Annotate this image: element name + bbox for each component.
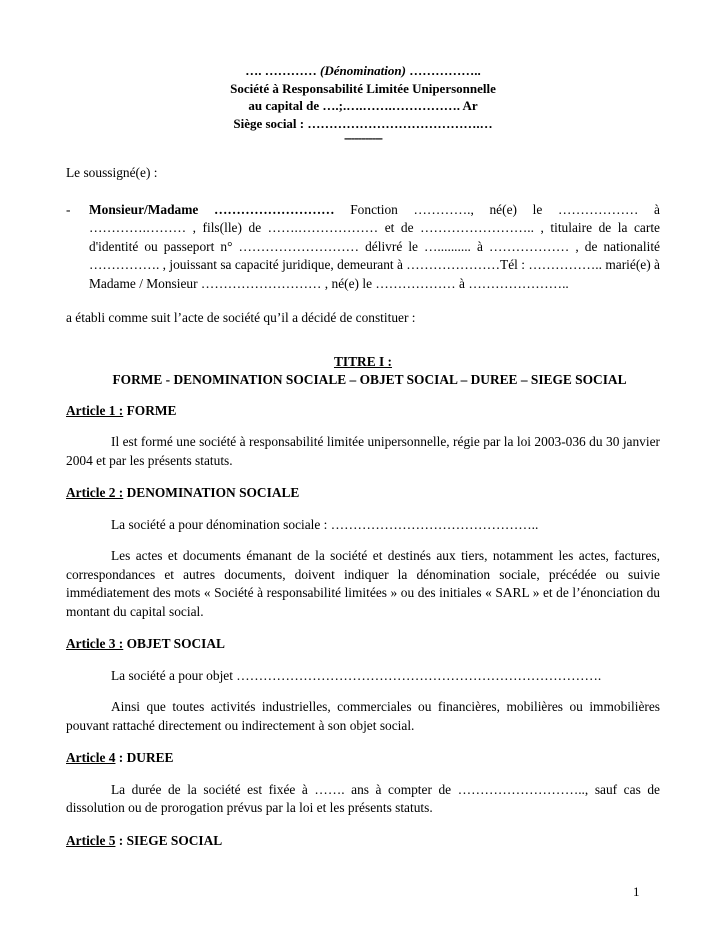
article-heading	[66, 832, 660, 851]
article-number: Article 4	[66, 750, 116, 765]
intro-text: Le soussigné(e) :	[66, 165, 158, 180]
party-details-text: Fonction …………., né(e) le ……………… à ………….……… , fils(lle) de …….……………… et de …………………….. , titulaire de la carte d'identité ou passeport n° ……………………… délivré le ….......... à ……………… , de nationalité ……………. , jouissant sa capacité juridique, demeurant à …………………Tél : …………….. marié(e) à Madame / Monsieur ……………………… , né(e) le ……………… à …………………..	[89, 201, 660, 291]
article-paragraph: La société a pour objet ……………………………………………………………………….	[111, 667, 602, 683]
name-placeholder-right: ……………..	[405, 63, 481, 78]
company-name-line	[66, 62, 660, 80]
denomination-label: (Dénomination)	[320, 63, 406, 78]
article-title: DENOMINATION SOCIALE	[123, 485, 300, 500]
article-paragraph: La société a pour dénomination sociale : ………………………………………..	[111, 516, 539, 532]
title-label: TITRE I :	[333, 353, 393, 369]
page-number: 1	[633, 884, 640, 899]
article-number: Article 2 :	[66, 485, 124, 500]
article-heading	[66, 484, 660, 503]
article-heading	[66, 749, 660, 768]
article-paragraph: Ainsi que toutes activités industrielles, commerciales ou financières, mobilières ou immobilières pouvant rattaché directement ou indirectement à son objet social.	[66, 699, 660, 733]
article-heading	[66, 402, 660, 421]
established-text: a établi comme suit l’acte de société qu’il a décidé de constituer :	[66, 310, 416, 325]
article-number: Article 1 :	[66, 402, 124, 418]
capital-line: au capital de ….;.….…….……………. Ar	[248, 98, 478, 113]
name-placeholder-left: …. …………	[245, 63, 321, 78]
document-header	[66, 62, 660, 143]
article-heading	[66, 635, 660, 654]
article-title: FORME	[123, 402, 177, 418]
party-name-label: Monsieur/Madame ………………………	[89, 201, 335, 217]
party-list-item	[66, 201, 660, 294]
article-paragraph: Il est formé une société à responsabilité limitée unipersonnelle, régie par la loi 2003-036 du 30 janvier 2004 et par les présents statuts.	[66, 434, 660, 468]
article-title: : DUREE	[115, 750, 174, 765]
title-heading: FORME - DENOMINATION SOCIALE – OBJET SOCIAL – DUREE – SIEGE SOCIAL	[112, 372, 627, 387]
header-rule: -----------	[343, 130, 383, 145]
list-dash: -	[66, 201, 71, 217]
article-number: Article 3 :	[66, 636, 124, 651]
article-title: OBJET SOCIAL	[123, 636, 225, 651]
company-form-line: Société à Responsabilité Limitée Unipersonnelle	[230, 80, 496, 96]
article-paragraph: Les actes et documents émanant de la société et destinés aux tiers, notamment les actes, factures, correspondances et autres documents, doivent indiquer la dénomination sociale, précédée ou suivie immédiatement des mots « Société à responsabilité limitées » ou des initiales « SARL » et de l’énonciation du montant du capital social.	[66, 548, 660, 619]
article-paragraph: La durée de la société est fixée à ……. ans à compter de ……………………….., sauf cas de dissolution ou de prorogation prévus par la loi et les présents statuts.	[66, 781, 660, 815]
article-title: : SIEGE SOCIAL	[115, 832, 223, 848]
article-number: Article 5	[66, 832, 116, 848]
registered-office-line: Siège social : ………………………………….…	[233, 115, 493, 131]
articles-section	[66, 402, 660, 851]
title-block	[66, 353, 660, 390]
document-page	[66, 62, 660, 850]
